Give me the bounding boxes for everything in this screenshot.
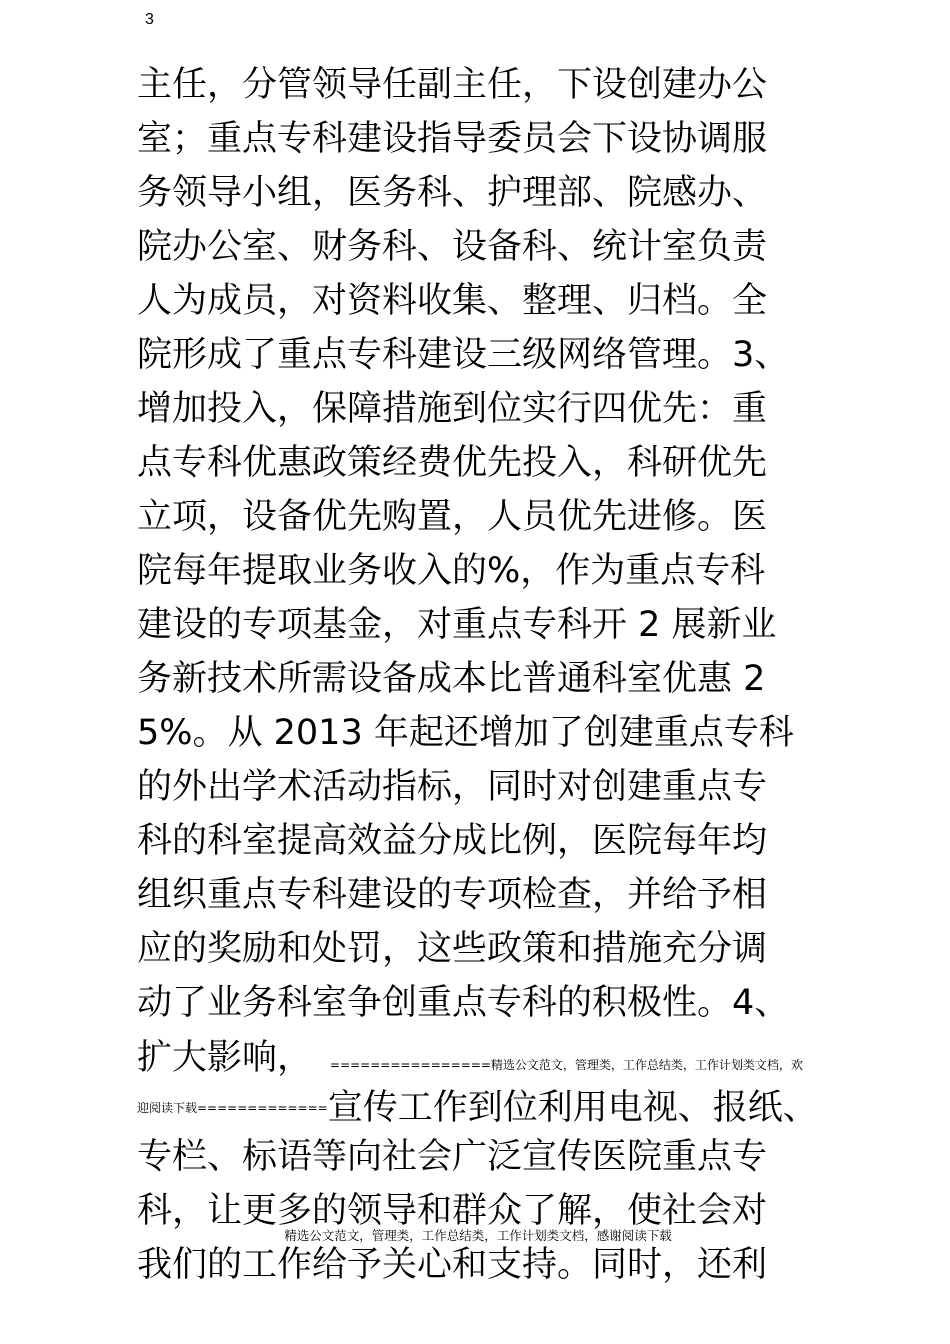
page-number: 3 (145, 11, 154, 28)
body-line: 点专科优惠政策经费优先投入，科研优先 (137, 443, 768, 483)
page-footer: 精选公文范文，管理类，工作总结类，工作计划类文档，感谢阅读下载 (284, 1228, 672, 1243)
body-line: 主任，分管领导任副主任，下设创建办公 (137, 65, 768, 105)
body-line: 科，让更多的领导和群众了解，使社会对 (137, 1191, 768, 1231)
body-line: 务新技术所需设备成本比普通科室优惠 2 (137, 659, 766, 699)
inline-ad-text: ================精选公文范文，管理类，工作总结类，工作计划类文档，欢 (330, 1058, 803, 1072)
body-line: 专栏、标语等向社会广泛宣传医院重点专 (137, 1137, 768, 1177)
body-line: 院办公室、财务科、设备科、统计室负责 (137, 227, 768, 267)
body-line: 应的奖励和处罚，这些政策和措施充分调 (137, 929, 768, 969)
body-line: 动了业务科室争创重点专科的积极性。4、 (137, 983, 790, 1023)
body-text-segment: 扩大影响， (137, 1038, 313, 1078)
body-text-segment: 宣传工作到位利用电视、报纸、 (327, 1088, 818, 1128)
body-line: 组织重点专科建设的专项检查，并给予相 (137, 875, 768, 915)
body-line: 增加投入，保障措施到位实行四优先：重 (137, 389, 768, 429)
body-line: 务领导小组，医务科、护理部、院感办、 (137, 173, 768, 213)
body-line: 我们的工作给予关心和支持。同时，还利 (137, 1245, 768, 1285)
body-line: 院形成了重点专科建设三级网络管理。3、 (137, 335, 790, 375)
body-line: 室；重点专科建设指导委员会下设协调服 (137, 119, 768, 159)
document-body (137, 58, 857, 1292)
body-line-with-ad (137, 1030, 857, 1086)
body-line: 建设的专项基金，对重点专科开 2 展新业 (137, 605, 777, 645)
body-line: 立项，设备优先购置，人员优先进修。医 (137, 497, 768, 537)
body-line: 科的科室提高效益分成比例，医院每年均 (137, 821, 768, 861)
body-line-ad-continuation (137, 1086, 857, 1130)
body-line: 人为成员，对资料收集、整理、归档。全 (137, 281, 768, 321)
inline-ad-text: 迎阅读下载============= (137, 1101, 328, 1115)
body-line: 院每年提取业务收入的%，作为重点专科 (137, 551, 766, 591)
body-line: 5%。从 2013 年起还增加了创建重点专科 (137, 713, 794, 753)
body-line: 的外出学术活动指标，同时对创建重点专 (137, 767, 768, 807)
